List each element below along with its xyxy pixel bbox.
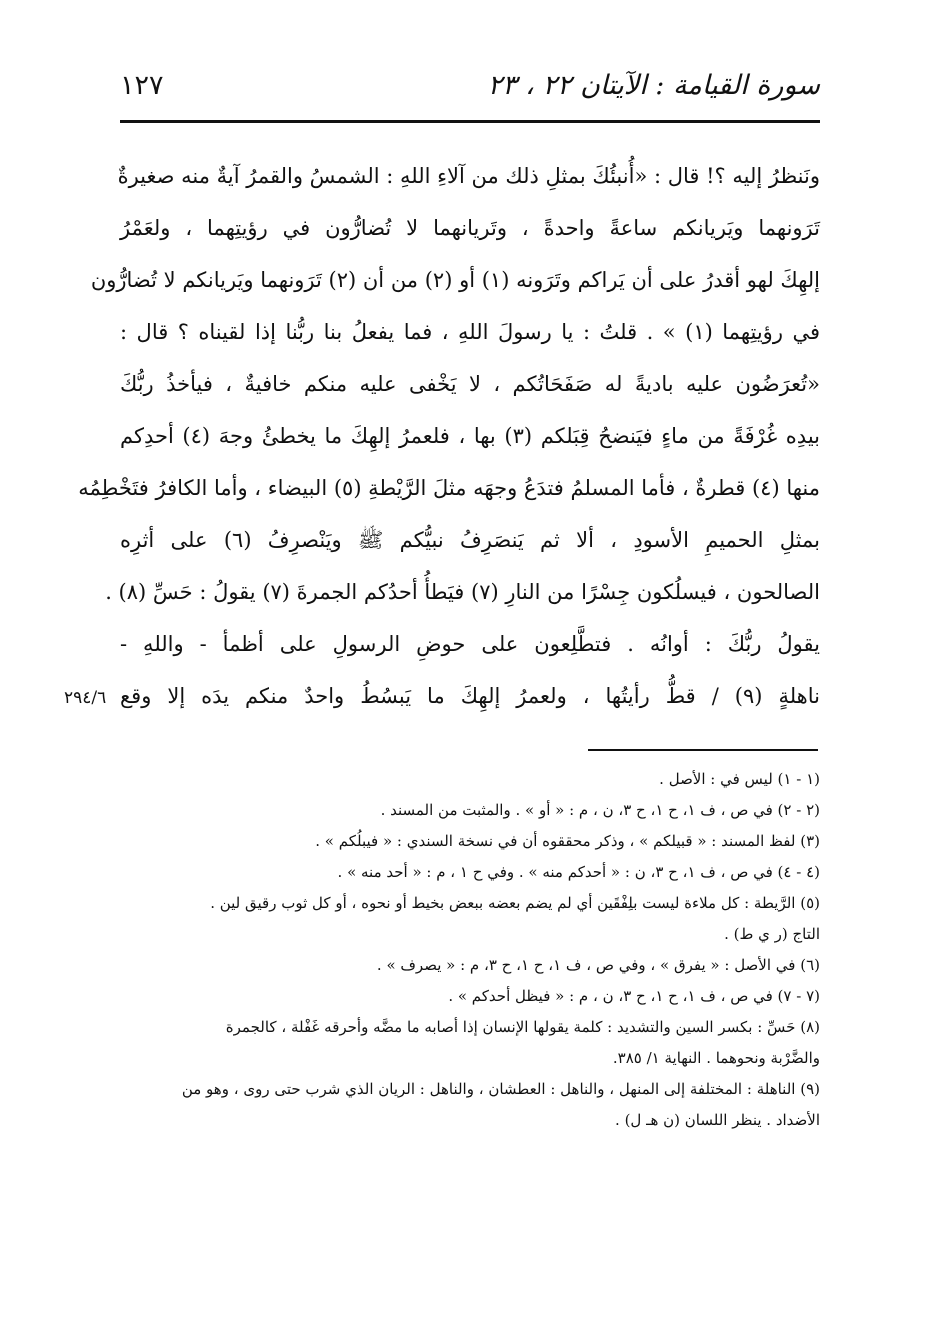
footnote: (٨) حَسِّ : بكسر السين والتشديد : كلمة يقولها الإنسان إذا أصابه ما مضَّه وأحرقه غَفْلة ، كالجمرة [225,1018,820,1036]
footnotes [130,764,820,1136]
footnote: (٢ - ٢) في ص ، ف ١، ح ١، ح ٣، ن ، م : « أو » . والمثبت من المسند . [380,801,820,819]
text-line: ونَنظرُ إليه ؟! قال : «أُنبئُكَ بمثلِ ذلك من آلاءِ اللهِ : الشمسُ والقمرُ آيةٌ منه صغيرةٌ [117,164,820,188]
text-line: منها (٤) قطرةٌ ، فأما المسلمُ فتدَعُ وجهَه مثلَ الرَّيْطةِ (٥) البيضاء ، وأما الكافرُ فتَخْطِمُه [78,476,820,500]
margin-reference: ٢٩٤/٦ [64,688,107,708]
header-rule [120,120,820,123]
text-line: الصالحون ، فيسلُكون جِسْرًا من النارِ (٧) فيَطأُ أحدُكم الجمرةَ (٧) يقولُ : حَسِّ (٨) . [105,580,820,604]
footnote: (٣) لفظ المسند : « قبيلكم » ، وذكر محققوه أن في نسخة السندي : « فيبلُكم » . [315,832,820,850]
page-number: ١٢٧ [120,70,164,101]
footnote: (٧ - ٧) في ص ، ف ١، ح ١، ح ٣، ن ، م : « فيظل أحدكم » . [448,987,820,1005]
footnote-continuation: الأضداد . ينظر اللسان (ن هـ ل) . [615,1111,820,1129]
footnote: (٦) في الأصل : « يفرق » ، وفي ص ، ف ١، ح ١، ح ٣، م : « يصرف » . [376,956,820,974]
footnote: (٩) الناهلة : المختلفة إلى المنهل ، والناهل : العطشان ، والناهل : الريان الذي شرب حتى روى ، وهو من [181,1080,820,1098]
running-title: سورة القيامة : الآيتان ٢٢ ، ٢٣ [487,70,820,101]
footnote: (٤ - ٤) في ص ، ف ١، ح ٣، ن : « أحدكم منه » . وفي ح ١ ، م : « أحد منه » . [337,863,820,881]
footnote-rule [588,749,818,751]
page-header [120,64,820,114]
text-line: ناهلةٍ (٩) / قطُّ رأيتُها ، ولعمرُ إلهِكَ ما يَبسُطُ واحدٌ منكم يدَه إلا وقع [120,684,820,708]
text-line: بمثلِ الحميمِ الأسودِ ، ألا ثم يَنصَرِفُ نبيُّكم ﷺ ويَنْصرِفُ (٦) على أثرِه [120,528,820,552]
footnote: (٥) الرَّيطة : كل ملاءة ليست بلِفْقَين أي لم يضم بعضه ببعض بخيط أو نحوه ، أو كل ثوب رقيق لين . [210,894,820,912]
text-line: بيدِه غُرْفَةً من ماءٍ فيَنضحُ قِبَلكم (٣) بها ، فلعمرُ إلهِكَ ما يخطئُ وجهَ (٤) أحدِكم [120,424,820,448]
text-line: يقولُ ربُّكَ : أوانُه . فتطَّلِعون على حوضِ الرسولِ على أظمأ - واللهِ - [120,632,820,656]
text-line: إلهِكَ لهو أقدرُ على أن يَراكم وتَرَونه (١) أو (٢) من أن (٢) تَرَونهما ويَريانكم لا تُضارُّون [90,268,820,292]
footnote: (١ - ١) ليس في : الأصل . [659,770,820,788]
footnote-continuation: والضَّرْبة ونحوهما . النهاية ١/ ٣٨٥. [612,1049,820,1067]
text-line: «تُعرَضُون عليه باديةً له صَفَحَاتُكم ، لا يَخْفى عليه منكم خافيةٌ ، فيأخذُ ربُّكَ [120,372,820,396]
text-line: في رؤيتِهما (١) » . قلتُ : يا رسولَ اللهِ ، فما يفعلُ بنا ربُّنا إذا لقيناه ؟ قال : [120,320,820,344]
text-line: تَرَونهما ويَريانكم ساعةً واحدةً ، وتَريانهما لا تُضارُّون في رؤيتِهما ، ولعَمْرُ [120,216,820,240]
footnote-continuation: التاج (ر ي ط) . [724,925,820,943]
